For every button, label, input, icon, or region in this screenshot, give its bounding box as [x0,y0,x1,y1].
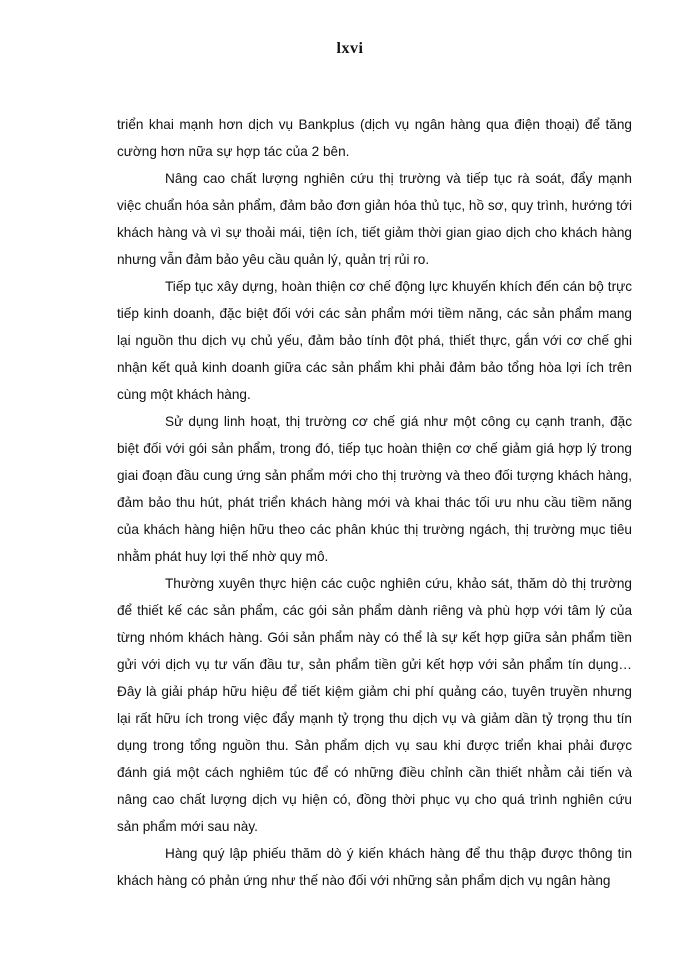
paragraph: Sử dụng linh hoạt, thị trường cơ chế giá như một công cụ cạnh tranh, đặc biệt đối với gói sản phẩm, trong đó, tiếp tục hoàn thiện cơ chế giảm giá hợp lý trong giai đoạn đầu cung ứng sản phẩm mới cho thị trường và theo đối tượng khách hàng, đảm bảo thu hút, phát triển khách hàng mới và khai thác tối ưu nhu cầu tiềm năng của khách hàng hiện hữu theo các phân khúc thị trường ngách, thị trường mục tiêu nhằm phát huy lợi thế nhờ quy mô. [117,414,632,564]
paragraph: Nâng cao chất lượng nghiên cứu thị trường và tiếp tục rà soát, đẩy mạnh việc chuẩn hóa sản phẩm, đảm bảo đơn giản hóa thủ tục, hồ sơ, quy trình, hướng tới khách hàng và vì sự thoải mái, tiện ích, tiết giảm thời gian giao dịch cho khách hàng nhưng vẫn đảm bảo yêu cầu quản lý, quản trị rủi ro. [117,171,632,267]
paragraph: Hàng quý lập phiếu thăm dò ý kiến khách hàng để thu thập được thông tin khách hàng có phản ứng như thế nào đối với những sản phẩm dịch vụ ngân hàng [117,846,632,888]
page-number: lxvi [336,40,364,57]
body-text [117,111,632,894]
paragraph: Tiếp tục xây dựng, hoàn thiện cơ chế động lực khuyến khích đến cán bộ trực tiếp kinh doanh, đặc biệt đối với các sản phẩm mới tiềm năng, các sản phẩm mang lại nguồn thu dịch vụ chủ yếu, đảm bảo tính đột phá, thiết thực, gắn với cơ chế ghi nhận kết quả kinh doanh giữa các sản phẩm khi phải đảm bảo tổng hòa lợi ích trên cùng một khách hàng. [117,279,632,402]
paragraph-continuation: triển khai mạnh hơn dịch vụ Bankplus (dịch vụ ngân hàng qua điện thoại) để tăng cường hơn nữa sự hợp tác của 2 bên. [117,117,632,159]
paragraph: Thường xuyên thực hiện các cuộc nghiên cứu, khảo sát, thăm dò thị trường để thiết kế các sản phẩm, các gói sản phẩm dành riêng và phù hợp với tâm lý của từng nhóm khách hàng. Gói sản phẩm này có thể là sự kết hợp giữa sản phẩm tiền gửi với dịch vụ tư vấn đầu tư, sản phẩm tiền gửi kết hợp với sản phẩm tín dụng…Đây là giải pháp hữu hiệu để tiết kiệm giảm chi phí quảng cáo, tuyên truyền nhưng lại rất hữu ích trong việc đẩy mạnh tỷ trọng thu dịch vụ và giảm dần tỷ trọng thu tín dụng trong tổng nguồn thu. Sản phẩm dịch vụ sau khi được triển khai phải được đánh giá một cách nghiêm túc để có những điều chỉnh cần thiết nhằm cải tiến và nâng cao chất lượng dịch vụ hiện có, đồng thời phục vụ cho quá trình nghiên cứu sản phẩm mới sau này. [117,576,632,834]
